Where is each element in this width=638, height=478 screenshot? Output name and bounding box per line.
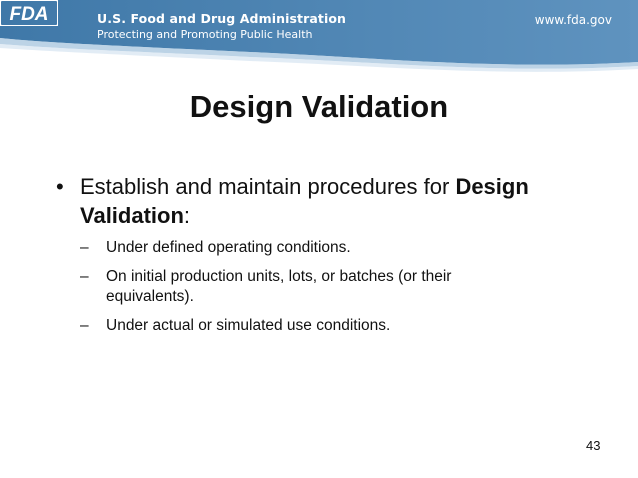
fda-logo-icon (0, 0, 58, 26)
bullet-marker: • (56, 174, 64, 199)
bullet-text-before: Establish and maintain procedures for (80, 174, 456, 199)
fda-header-banner (0, 0, 638, 78)
sub-bullet-text: Under actual or simulated use conditions. (106, 317, 391, 334)
website-url: www.fda.gov (534, 13, 612, 27)
bullet-list (56, 172, 616, 345)
agency-tagline: Protecting and Promoting Public Health (97, 28, 313, 41)
sub-bullet-text: On initial production units, lots, or batches (or their equivalents). (106, 268, 452, 305)
slide-title: Design Validation (189, 89, 449, 124)
sub-bullet-marker: – (80, 239, 89, 256)
sub-bullet-marker: – (80, 268, 89, 285)
bullet-text-after: : (183, 203, 191, 228)
agency-block (97, 11, 346, 43)
sub-bullet-item (80, 316, 616, 336)
bullet-bold-text: Design Validation (80, 174, 529, 228)
main-bullet (56, 172, 616, 230)
agency-name: U.S. Food and Drug Administration (97, 11, 347, 26)
sub-bullet-item (80, 238, 616, 258)
sub-bullet-text: Under defined operating conditions. (106, 239, 351, 256)
page-number: 43 (586, 438, 601, 453)
sub-bullet-item (80, 267, 616, 307)
logo-text: FDA (9, 4, 49, 25)
sub-bullet-list (56, 238, 616, 336)
sub-bullet-marker: – (80, 317, 89, 334)
